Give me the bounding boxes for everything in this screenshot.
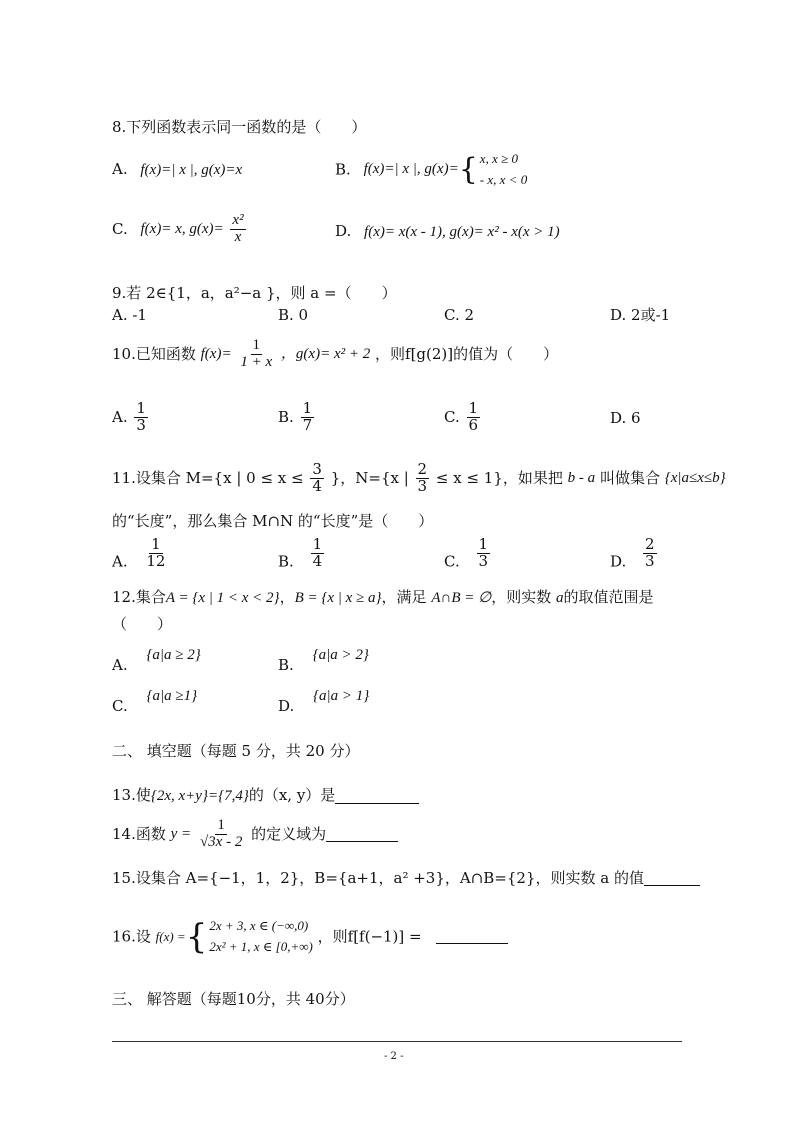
numerator: 2 [645,535,655,553]
q11-set-def: {x|a≤x≤b} [664,469,726,486]
q12-option-c [112,689,197,714]
q12-b-expr: {a|a > 2} [312,647,369,663]
option-label: D. [610,552,627,571]
q13-post: 的（x, y）是 [248,786,336,804]
option-label: C. [112,219,128,238]
q10-f-lhs: f(x)= [200,345,232,362]
page-number: - 2 - [384,1051,404,1062]
q12-c-expr: {a|a ≥1} [146,688,198,704]
q12-option-b [278,648,369,673]
q8-option-d [335,224,560,240]
q12-set-a: A = {x | 1 < x < 2} [165,590,280,606]
q11-part-a: 11.设集合 M={x | 0 ≤ x ≤ [112,468,304,487]
q10-c-fraction [467,401,481,434]
q8-b-row2: - x, x < 0 [479,171,528,187]
numerator: x² [232,212,244,228]
q9-option-a: A. -1 [112,306,147,324]
q12-part-d: 的取值范围是 [563,588,654,606]
q14-pre: 14.函数 [112,824,166,843]
q9-option-b: B. 0 [278,306,309,324]
q10-stem [112,338,558,371]
denominator: 3 [417,476,428,495]
denominator: 4 [312,476,322,495]
q11-b-minus-a: b - a [567,469,596,486]
section-solve-heading: 三、 解答题（每题10分，共 40分） [112,990,355,1008]
answer-blank[interactable] [436,929,508,944]
q14 [112,818,398,851]
option-label: D. [278,697,295,715]
q13-pre: 13.使 [112,786,151,804]
q16-post: ，则f[f(−1)] = [317,927,422,946]
option-label: C. [444,407,460,426]
q9-option-c: C. 2 [444,306,475,324]
q8-d-expr: f(x)= x(x - 1), g(x)= x² - x(x > 1) [364,224,560,240]
q8-c-expr: f(x)= x, g(x)= [140,220,224,237]
q11-part-d: 叫做集合 [599,468,660,487]
numerator: 2 [417,460,428,478]
q12-option-d [278,689,369,714]
q10-option-a [112,401,150,434]
denominator: 3 [645,551,655,570]
q16 [112,916,508,958]
numerator: 3 [312,460,322,478]
q12-part-b: ，满足 [381,588,427,606]
q11-option-b [278,537,326,570]
q13-expr: {2x, x+y}={7,4} [150,788,249,804]
q10-b-fraction [301,401,315,434]
numerator: 1 [478,535,489,553]
q12-comma: ， [279,588,295,606]
answer-blank[interactable] [326,827,398,842]
brace-icon: { [458,151,478,187]
q11-part-b: }，N={x | [330,468,409,487]
q8-stem: 8.下列函数表示同一函数的是（ ） [112,118,367,136]
q12-d-expr: {a|a > 1} [313,688,370,704]
q8-a-expr: f(x)=| x |, g(x)=x [140,162,243,178]
q8-option-a [112,162,242,178]
q16-row2: 2x² + 1, x ∈ [0,+∞) [209,938,313,954]
q13 [112,788,419,804]
q11-frac1 [310,462,324,495]
denominator: √3x - 2 [199,833,243,850]
answer-blank[interactable] [644,871,700,886]
option-label: B. [335,160,351,179]
brace-icon: { [185,916,208,957]
q12-set-b: B = {x | x ≥ a} [294,590,382,606]
q10-stem-pre: 10.已知函数 [112,344,196,363]
section-fill-in-heading: 二、 填空题（每题 5 分，共 20 分） [112,742,360,760]
q12-option-a [112,648,201,673]
denominator: x [234,228,242,245]
q14-fraction [198,818,244,851]
option-label: B. [278,552,294,571]
q11-d-fraction [643,537,657,570]
q16-lhs: f(x) = [155,929,186,945]
q11-b-fraction [311,537,325,570]
denominator: 6 [468,415,479,434]
numerator: 1 [151,535,161,553]
numerator: 1 [468,399,479,417]
denominator: 3 [136,415,146,434]
denominator: 7 [302,415,313,434]
q11-frac2 [416,462,430,495]
q11-line2: 的“长度”，那么集合 M∩N 的“长度”是（ ） [112,512,434,530]
q8-b-expr: f(x)=| x |, g(x)= [363,161,459,178]
q15 [112,871,700,886]
numerator: 1 [302,399,313,417]
q11-option-d [610,537,659,570]
q12-line2: （ ） [112,615,173,633]
footer-divider [112,1041,682,1042]
q16-pre: 16.设 [112,927,151,946]
q12-stem [112,590,654,606]
answer-blank[interactable] [335,789,419,804]
q14-lhs: y = [170,825,192,842]
q11-a-fraction [144,537,167,570]
option-label: A. [112,160,128,178]
q14-post: 的定义域为 [251,824,327,843]
q15-stem: 15.设集合 A={−1，1，2}，B={a+1，a² +3}，A∩B={2}，则实数 a 的值 [112,869,644,887]
q10-option-b [278,401,316,434]
option-label: C. [112,697,128,715]
q8-option-b [335,149,527,191]
option-label: C. [444,552,460,571]
option-label: B. [278,407,294,426]
option-label: B. [278,656,294,674]
q10-a-fraction [134,401,148,434]
denominator: 3 [478,551,489,570]
q11-c-fraction [477,537,491,570]
q12-a-expr: {a|a ≥ 2} [146,647,201,663]
q8-b-row1: x, x ≥ 0 [479,151,518,166]
denominator: 4 [312,551,323,570]
q9-option-d: D. 2或-1 [610,306,671,324]
q11-option-c [444,537,492,570]
q10-g-def: ，g(x)= x² + 2 [280,345,371,362]
numerator: 1 [252,337,260,353]
q8-c-fraction [230,213,245,246]
q12-part-c: ，则实数 [491,588,552,606]
q8-option-c [112,213,248,246]
q10-stem-post: ，则f[g(2)]的值为（ ） [375,344,559,363]
option-label: D. [335,222,352,240]
option-label: A. [112,656,128,674]
q12-part-a: 12.集合 [112,588,166,606]
q10-option-d: D. 6 [610,409,641,427]
q10-option-c [444,401,482,434]
numerator: 1 [217,817,225,833]
option-label: A. [112,552,128,571]
option-label: A. [112,407,128,426]
q9-stem: 9.若 2∈{1，a，a²−a }，则 a =（ ） [112,284,397,302]
q10-f-fraction [238,338,274,371]
q16-row1: 2x + 3, x ∈ (−∞,0) [209,918,309,933]
q12-condition: A∩B = ∅ [431,590,492,606]
q11-part-c: ≤ x ≤ 1}，如果把 [435,468,563,487]
q11-line1 [112,462,726,495]
denominator: 12 [146,551,166,570]
q12-var-a: a [555,590,564,606]
numerator: 1 [312,535,323,553]
numerator: 1 [136,399,146,417]
denominator: 1 + x [240,353,273,370]
q11-option-a [112,537,169,570]
